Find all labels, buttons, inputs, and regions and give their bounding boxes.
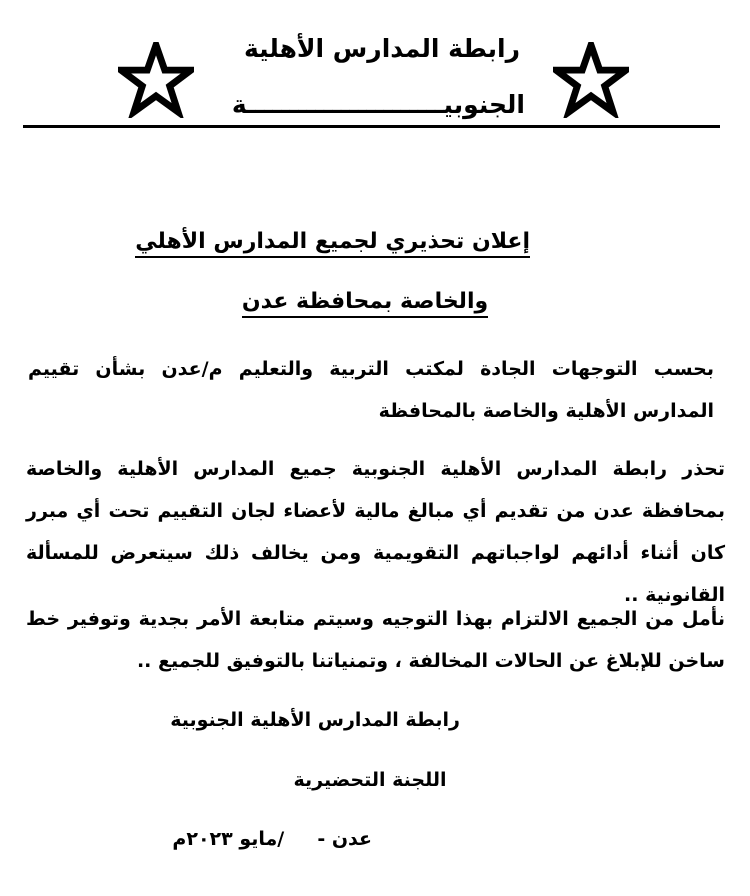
paragraph-closing: نأمل من الجميع الالتزام بهذا التوجيه وسيتم متابعة الأمر بجدية وتوفير خط ساخن للإبلاغ عن الحالات المخالفة ، وتمنياتنا بالتوفيق للجميع .. [26, 608, 725, 672]
star-icon [553, 42, 629, 118]
header-title: رابطة المدارس الأهلية [244, 34, 520, 63]
announcement-title-text: إعلان تحذيري لجميع المدارس الأهلي [135, 229, 530, 258]
header-divider [23, 125, 720, 128]
signature-committee: اللجنة التحضيرية [293, 769, 447, 791]
announcement-title [135, 226, 530, 258]
paragraph-context: بحسب التوجهات الجادة لمكتب التربية والتعليم م/عدن بشأن تقييم المدارس الأهلية والخاصة بالمحافظة [28, 358, 714, 422]
signature-organization: رابطة المدارس الأهلية الجنوبية [170, 709, 460, 731]
signature-place-date: عدن - /مايو ٢٠٢٣م [172, 828, 372, 850]
announcement-subtitle [230, 286, 500, 318]
star-icon [118, 42, 194, 118]
announcement-subtitle-text: والخاصة بمحافظة عدن [242, 289, 488, 318]
paragraph-warning: تحذر رابطة المدارس الأهلية الجنوبية جميع المدارس الأهلية والخاصة بمحافظة عدن من تقديم أي مبالغ مالية لأعضاء لجان التقييم تحت أي مبرر كان أثناء أدائهم لواجباتهم التقويمية ومن يخالف ذلك سيتعرض للمسألة القانونية .. [26, 458, 725, 606]
header-subtitle: الجنوبيـــــــــــــــــــــــة [231, 90, 525, 119]
